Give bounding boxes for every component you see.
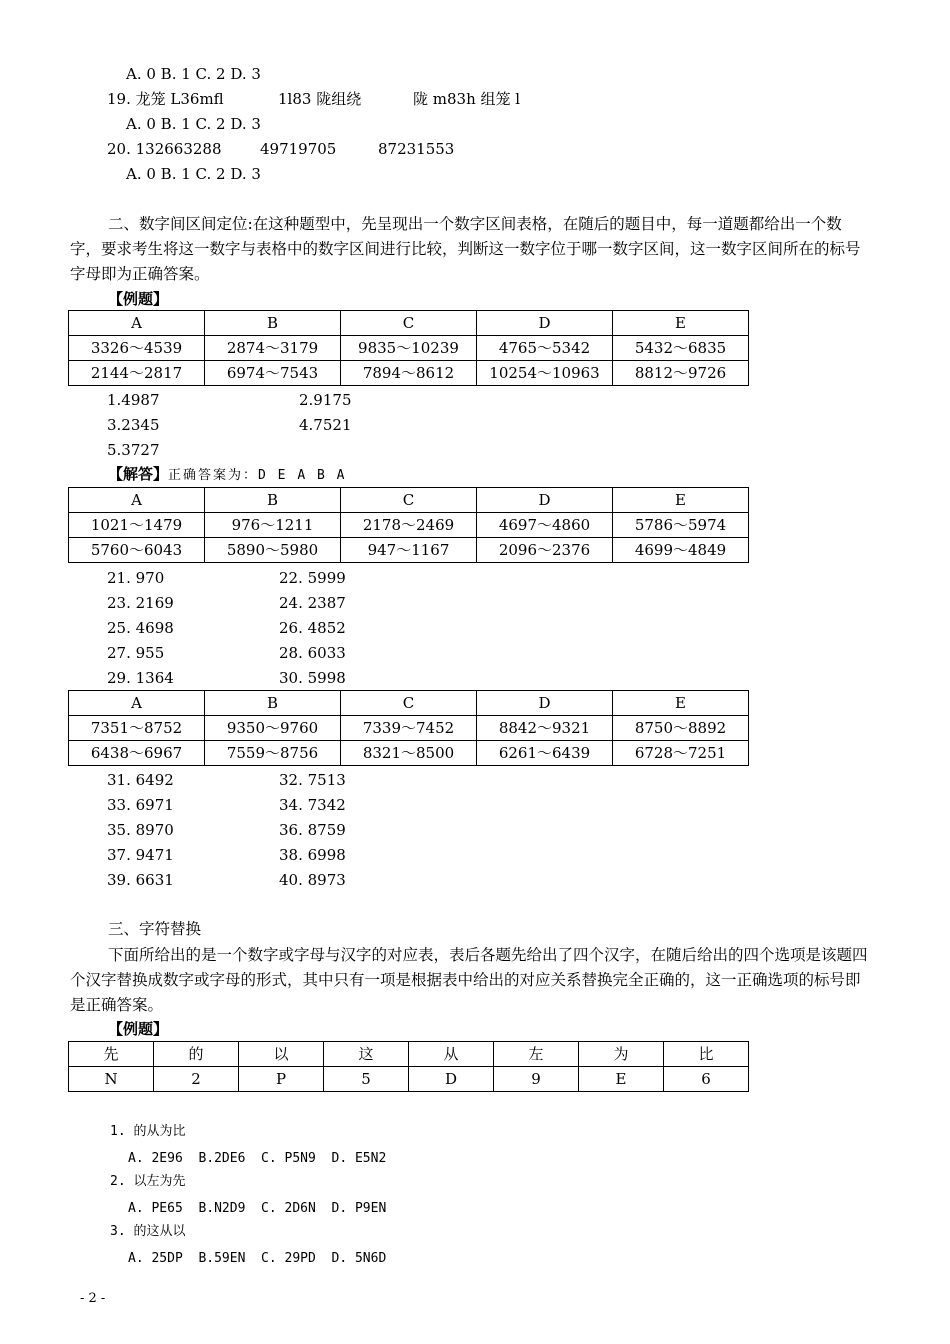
cell: 2178～2469 (341, 513, 477, 538)
code-cell: 2 (154, 1067, 239, 1092)
table-row (69, 716, 749, 741)
question-item: 30. 5998 (279, 669, 346, 687)
options-line-19: A. 0 B. 1 C. 2 D. 3 (126, 115, 261, 133)
example-question: 2.9175 (299, 391, 352, 409)
question-item: 24. 2387 (279, 594, 346, 612)
question-item: 37. 9471 (107, 846, 174, 864)
cell: 4697～4860 (477, 513, 613, 538)
cell: 7351～8752 (69, 716, 205, 741)
answer-label: 【解答】 (108, 465, 169, 483)
header-a: A (69, 691, 205, 716)
replace-question-stem: 3. 的这从以 (110, 1224, 186, 1239)
question-item: 23. 2169 (107, 594, 174, 612)
cell: 1021～1479 (69, 513, 205, 538)
replace-question-options: A. 25DP B.59EN C. 29PD D. 5N6D (128, 1251, 387, 1266)
cell: 7559～8756 (205, 741, 341, 766)
table-header-row (69, 691, 749, 716)
cell: 2874～3179 (205, 336, 341, 361)
header-d: D (477, 691, 613, 716)
char-cell: 为 (579, 1042, 664, 1067)
question-19: 19. 龙笼 L36mfl (107, 90, 224, 108)
question-item: 33. 6971 (107, 796, 174, 814)
code-cell: 6 (664, 1067, 749, 1092)
question-19-col3: 陇 m83h 组笼 l (413, 90, 521, 108)
question-item: 22. 5999 (279, 569, 346, 587)
replace-question-stem: 1. 的从为比 (110, 1124, 186, 1139)
codes-row (69, 1067, 749, 1092)
question-item: 38. 6998 (279, 846, 346, 864)
char-cell: 的 (154, 1042, 239, 1067)
example-question: 1.4987 (107, 391, 160, 409)
cell: 3326～4539 (69, 336, 205, 361)
header-b: B (205, 488, 341, 513)
question-item: 39. 6631 (107, 871, 174, 889)
header-c: C (341, 691, 477, 716)
table-row (69, 741, 749, 766)
cell: 6261～6439 (477, 741, 613, 766)
question-item: 28. 6033 (279, 644, 346, 662)
replace-question-options: A. PE65 B.N2D9 C. 2D6N D. P9EN (128, 1201, 387, 1216)
question-20-col3: 87231553 (378, 140, 455, 158)
char-cell: 这 (324, 1042, 409, 1067)
interval-table-2 (68, 487, 749, 563)
table-row (69, 361, 749, 386)
table-row (69, 513, 749, 538)
example-question: 5.3727 (107, 441, 160, 459)
cell: 6728～7251 (613, 741, 749, 766)
question-20-col2: 49719705 (260, 140, 337, 158)
question-item: 34. 7342 (279, 796, 346, 814)
cell: 6974～7543 (205, 361, 341, 386)
char-cell: 先 (69, 1042, 154, 1067)
char-cell: 以 (239, 1042, 324, 1067)
cell: 2144～2817 (69, 361, 205, 386)
code-cell: 5 (324, 1067, 409, 1092)
question-item: 40. 8973 (279, 871, 346, 889)
options-line-18: A. 0 B. 1 C. 2 D. 3 (126, 65, 261, 83)
example-question: 4.7521 (299, 416, 352, 434)
code-cell: 9 (494, 1067, 579, 1092)
header-a: A (69, 311, 205, 336)
cell: 10254～10963 (477, 361, 613, 386)
section2-intro: 二、数字间区间定位:在这种题型中，先呈现出一个数字区间表格，在随后的题目中，每一道题都给出一个数字，要求考生将这一数字与表格中的数字区间进行比较，判断这一数字位于哪一数字区间，这一数字区间所在的标号字母即为正确答案。 (70, 215, 861, 283)
table-row (69, 538, 749, 563)
cell: 976～1211 (205, 513, 341, 538)
cell: 9350～9760 (205, 716, 341, 741)
header-e: E (613, 691, 749, 716)
section3-title: 三、字符替换 (108, 920, 202, 938)
char-mapping-table (68, 1041, 749, 1092)
cell: 8842～9321 (477, 716, 613, 741)
header-b: B (205, 691, 341, 716)
header-e: E (613, 488, 749, 513)
question-19-col2: 1l83 陇组绕 (278, 90, 362, 108)
cell: 5786～5974 (613, 513, 749, 538)
char-cell: 比 (664, 1042, 749, 1067)
header-d: D (477, 311, 613, 336)
code-cell: P (239, 1067, 324, 1092)
code-cell: N (69, 1067, 154, 1092)
char-cell: 从 (409, 1042, 494, 1067)
cell: 8321～8500 (341, 741, 477, 766)
table-row (69, 336, 749, 361)
header-e: E (613, 311, 749, 336)
question-item: 29. 1364 (107, 669, 174, 687)
question-item: 32. 7513 (279, 771, 346, 789)
question-20: 20. 132663288 (107, 140, 222, 158)
question-item: 26. 4852 (279, 619, 346, 637)
cell: 4699～4849 (613, 538, 749, 563)
example-interval-table (68, 310, 749, 386)
example-label-2: 【例题】 (108, 1020, 169, 1038)
example-label-1: 【例题】 (108, 290, 169, 308)
question-item: 35. 8970 (107, 821, 174, 839)
table-header-row (69, 311, 749, 336)
example-question: 3.2345 (107, 416, 160, 434)
header-a: A (69, 488, 205, 513)
cell: 2096～2376 (477, 538, 613, 563)
cell: 947～1167 (341, 538, 477, 563)
question-item: 25. 4698 (107, 619, 174, 637)
cell: 6438～6967 (69, 741, 205, 766)
chars-row (69, 1042, 749, 1067)
section3-intro: 下面所给出的是一个数字或字母与汉字的对应表，表后各题先给出了四个汉字，在随后给出的四个选项是该题四个汉字替换成数字或字母的形式，其中只有一项是根据表中给出的对应关系替换完全正确的，这一正确选项的标号即是正确答案。 (70, 946, 868, 1014)
cell: 9835～10239 (341, 336, 477, 361)
options-line-20: A. 0 B. 1 C. 2 D. 3 (126, 165, 261, 183)
header-c: C (341, 488, 477, 513)
question-item: 27. 955 (107, 644, 165, 662)
replace-question-options: A. 2E96 B.2DE6 C. P5N9 D. E5N2 (128, 1151, 387, 1166)
interval-table-3 (68, 690, 749, 766)
code-cell: E (579, 1067, 664, 1092)
cell: 5432～6835 (613, 336, 749, 361)
replace-question-stem: 2. 以左为先 (110, 1174, 186, 1189)
cell: 4765～5342 (477, 336, 613, 361)
header-d: D (477, 488, 613, 513)
cell: 7339～7452 (341, 716, 477, 741)
question-item: 36. 8759 (279, 821, 346, 839)
char-cell: 左 (494, 1042, 579, 1067)
answer-text: 正确答案为：D E A B A (168, 468, 347, 483)
header-c: C (341, 311, 477, 336)
cell: 8750～8892 (613, 716, 749, 741)
cell: 7894～8612 (341, 361, 477, 386)
header-b: B (205, 311, 341, 336)
cell: 8812～9726 (613, 361, 749, 386)
cell: 5760～6043 (69, 538, 205, 563)
question-item: 21. 970 (107, 569, 165, 587)
code-cell: D (409, 1067, 494, 1092)
page-number: - 2 - (80, 1291, 106, 1306)
cell: 5890～5980 (205, 538, 341, 563)
question-item: 31. 6492 (107, 771, 174, 789)
table-header-row (69, 488, 749, 513)
answer-line (108, 464, 346, 486)
